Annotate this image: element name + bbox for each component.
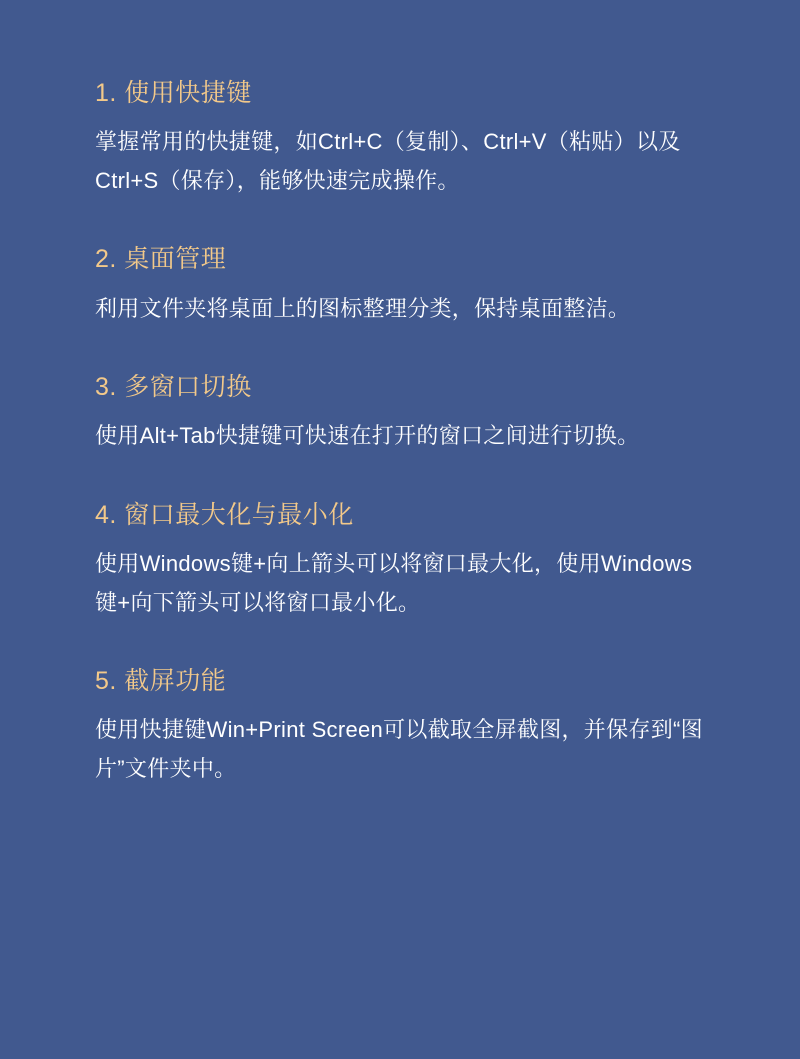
tip-body: 利用文件夹将桌面上的图标整理分类，保持桌面整洁。 <box>95 295 631 321</box>
tip-item <box>95 666 705 788</box>
tip-title: 3. 多窗口切换 <box>95 373 252 401</box>
tip-body: 使用Windows键+向上箭头可以将窗口最大化，使用Windows键+向下箭头可以将窗口最小化。 <box>95 551 693 615</box>
tip-item <box>95 372 705 456</box>
tip-body: 掌握常用的快捷键，如Ctrl+C（复制）、Ctrl+V（粘贴）以及Ctrl+S（保存），能够快速完成操作。 <box>95 129 681 193</box>
tip-title: 2. 桌面管理 <box>95 245 227 274</box>
tip-item <box>95 500 705 622</box>
tip-title: 5. 截屏功能 <box>95 667 227 695</box>
tip-title: 1. 使用快捷键 <box>95 79 252 107</box>
tip-item <box>95 78 705 200</box>
tip-body: 使用快捷键Win+Print Screen可以截取全屏截图，并保存到“图片”文件夹中。 <box>95 717 703 781</box>
tip-body: 使用Alt+Tab快捷键可快速在打开的窗口之间进行切换。 <box>95 423 640 449</box>
tip-item <box>95 244 705 328</box>
tip-title: 4. 窗口最大化与最小化 <box>95 500 354 529</box>
